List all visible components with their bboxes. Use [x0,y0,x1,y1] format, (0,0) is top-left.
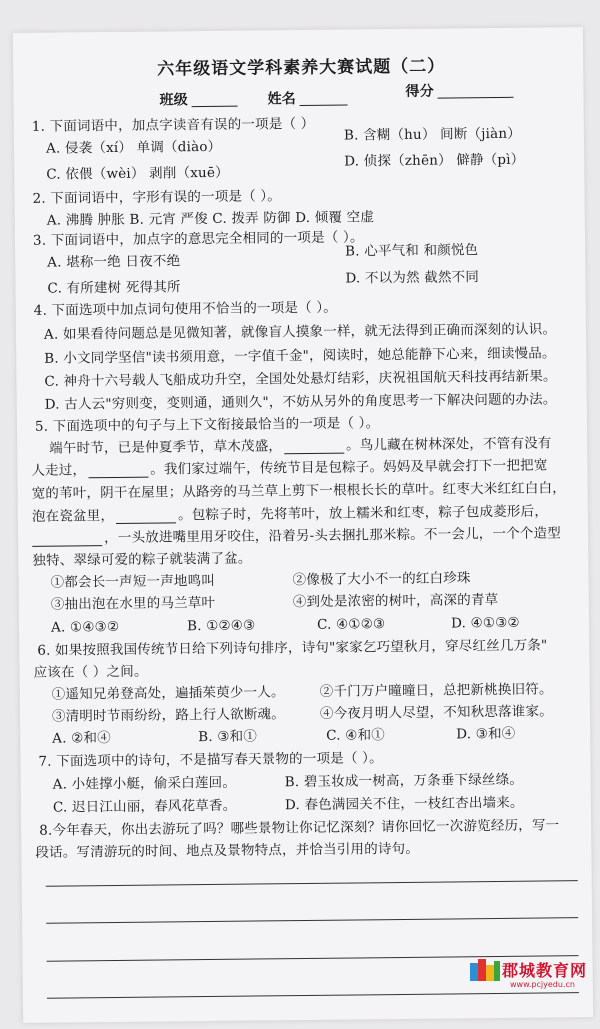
q1-option-d: D. 侦探（zhēn） 僻静（pì） [344,151,525,170]
name-field [267,92,348,107]
q4-stem: 4. 下面选项中加点词句使用不恰当的一项是（ ）。 [33,299,338,319]
q4-option-b: B. 小文同学坚信"读书须用意，一字值千金"，阅读时，她总能静下心来，细读慢品。 [44,345,556,367]
q3-option-a: A. 堪称一绝 日夜不绝 [47,253,181,271]
score-field [405,84,514,99]
q5-choice-3: ③抽出泡在水里的马兰草叶 [50,594,216,613]
q5-text: 端午时节，已是仲夏季节，草木茂盛， [49,438,283,457]
q5-option-a: A. ①④③② [50,618,120,636]
q5-choice-2: ②像极了大小不一的红白珍珠 [292,570,471,589]
class-field [159,93,238,108]
class-label: 班级 [159,92,189,109]
exam-title: 六年级语文学科素养大赛试题（二） [157,56,446,80]
score-label: 得分 [405,83,434,100]
q5-stem: 5. 下面选项中的句子与上下文衔接最恰当的一项是（ ）。 [34,415,380,435]
q6-choice-2: ②千门万户曈曈日，总把新桃换旧符。 [319,681,553,700]
q3-option-b: B. 心平气和 和颜悦色 [345,242,479,260]
q5-text: ，一头放进嘴里用牙咬住，沿着另-头去捆扎那米粽。不一会儿，一个个造型 [104,525,562,547]
q5-blank-3 [116,522,176,524]
class-blank [192,106,238,107]
q3-option-c: C. 有所建树 死得其所 [47,279,181,297]
q6-choice-3: ③清明时节雨纷纷，路上行人欲断魂。 [51,706,285,725]
q5-blank-1 [284,452,344,454]
writing-line [46,917,578,924]
q6-option-b: B. ③和① [198,728,258,746]
q5-text: 。包粽子时，先将苇叶，放上糯米和红枣，粽子包成菱形后， [178,503,549,524]
q5-passage-line-3: 宽的苇叶，阴干在屋里；从路旁的马兰草上剪下一根根长长的草叶。红枣大米红红白白， [31,480,567,502]
q8-stem-line-1: 8.今年春天，你出去游玩了吗？哪些景物让你记忆深刻？请你回忆一次游览经历，写一 [39,817,560,839]
q5-option-d: D. ④①③② [450,614,520,632]
q6-stem-line-1: 6. 如果按照我国传统节日给下列诗句排序，诗句"家家乞巧望秋月，穿尽红丝几万条" [37,637,548,659]
q5-text: 。我们家过端午，传统节目是包粽子。妈妈及早就会打下一把把宽 [150,457,548,478]
q3-stem: 3. 下面词语中，加点字的意思完全相同的一项是（ ）。 [32,229,364,249]
q8-stem-line-2: 段话。写清游玩的时间、地点及景物特点，并恰当引用的诗句。 [35,840,420,861]
q5-choice-1: ①都会长一声短一声地鸣叫 [50,572,216,591]
q6-option-c: C. ④和① [326,727,386,744]
q5-passage-line-5 [32,527,561,546]
q6-option-a: A. ②和④ [52,730,111,747]
watermark-url: www.pcjyedu.cn [510,980,575,989]
q6-stem-line-2: 应该在（ ）之间。 [33,663,148,681]
q5-text: 人走过， [31,462,87,479]
q7-stem: 7. 下面选项中的诗句，不是描写春天景物的一项是（ ）。 [38,750,383,770]
name-blank [300,105,348,107]
q3-option-d: D. 不以为然 截然不同 [345,269,480,287]
q7-option-a: A. 小娃撑小艇，偷采白莲回。 [52,774,237,793]
books-logo-icon [470,957,500,981]
q4-option-c: C. 神舟十六号载人飞船成功升空，全国处处悬灯结彩，庆祝祖国航天科技再结新果。 [44,368,557,390]
q6-option-d: D. ③和④ [456,725,516,743]
q5-choice-4: ④到处是浓密的树叶，高深的青草 [292,591,499,611]
q6-choice-4: ④今夜月明人尽望，不知秋思落谁家。 [319,703,553,722]
q5-text: 泡在瓷盆里， [31,507,115,525]
exam-paper [13,27,593,1023]
site-watermark [470,955,588,995]
q5-passage-line-2 [31,459,547,478]
q5-blank-4 [32,545,102,547]
q5-option-c: C. ④①②③ [316,616,386,633]
score-blank [438,97,514,99]
q5-blank-2 [88,476,148,478]
q7-option-b: B. 碧玉妆成一树高，万条垂下绿丝绦。 [284,771,524,791]
q5-option-b: B. ①②④③ [186,617,256,635]
writing-line [46,880,578,887]
q5-passage-line-1 [49,437,552,456]
q5-passage-line-6: 独特、翠绿可爱的粽子就装满了盆。 [32,550,252,569]
name-label: 姓名 [267,91,297,108]
watermark-name: 郡城教育网 [502,961,588,980]
q1-option-a: A. 侵袭（xí） 单调（diào） [45,138,222,157]
q4-option-d: D. 古人云"穷则变，变则通，通则久"，不妨从另外的角度思考一下解决问题的办法。 [44,391,557,413]
q7-option-d: D. 春色满园关不住，一枝红杏出墙来。 [284,794,524,814]
q5-text: 。鸟儿藏在树林深处，不管有没有 [345,435,552,454]
q2-stem: 2. 下面词语中，字形有误的一项是（ ）。 [32,188,282,207]
q6-choice-1: ①遥知兄弟登高处，遍插茱萸少一人。 [51,684,285,703]
q1-option-c: C. 依偎（wèi） 剥削（xuē） [46,164,229,183]
q5-passage-line-4 [32,505,548,524]
q7-option-c: C. 迟日江山丽，春风花草香。 [52,797,237,816]
q2-options: A. 沸腾 肿胀 B. 元宵 严俊 C. 拨弄 防御 D. 倾覆 空虚 [46,209,375,229]
q1-stem: 1. 下面词语中，加点字读音有误的一项是（ ） [31,115,315,135]
q1-option-b: B. 含糊（hu） 间断（jiàn） [343,125,522,144]
q4-option-a: A. 如果看待问题总是见微知著，就像盲人摸象一样，就无法得到正确而深刻的认识。 [43,321,557,343]
